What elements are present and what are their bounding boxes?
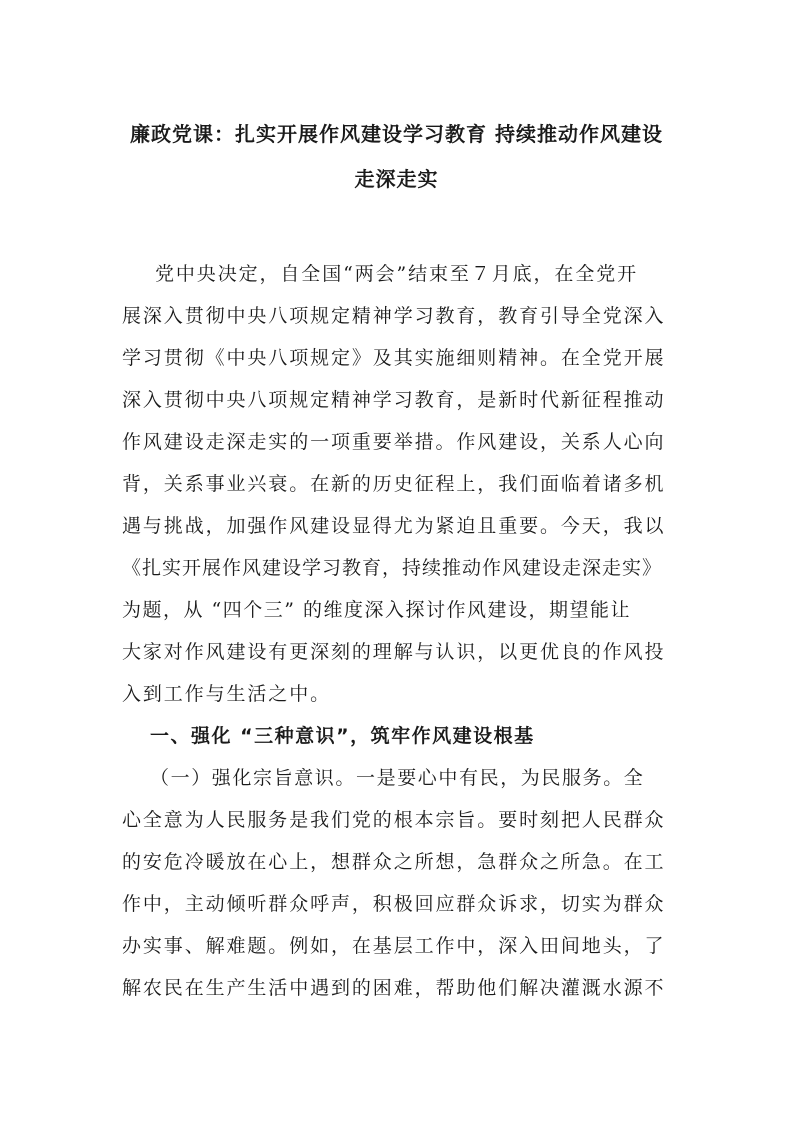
body-text-line: 心全意为人民服务是我们党的根本宗旨。要时刻把人民群众: [122, 809, 666, 831]
body-text-line: 大家对作风建设有更深刻的理解与认识，以更优良的作风投: [122, 641, 666, 663]
body-text-line: 解农民在生产生活中遇到的困难，帮助他们解决灌溉水源不: [122, 977, 666, 999]
document-title-line-2: 走深走实: [354, 167, 439, 191]
body-text-line: 党中央决定，自全国“两会”结束至７月底，在全党开: [155, 263, 639, 285]
body-text-line: 展深入贯彻中央八项规定精神学习教育，教育引导全党深入: [122, 305, 666, 327]
body-text-line: 《扎实开展作风建设学习教育，持续推动作风建设走深走实》: [122, 557, 663, 579]
body-text-line: 深入贯彻中央八项规定精神学习教育，是新时代新征程推动: [122, 389, 666, 411]
body-text-line: 入到工作与生活之中。: [122, 683, 332, 705]
document-title-line-1: 廉政党课：扎实开展作风建设学习教育 持续推动作风建设: [130, 122, 663, 146]
body-text-line: 办实事、解难题。例如，在基层工作中，深入田间地头，了: [122, 935, 666, 957]
body-text-line: 背，关系事业兴衰。在新的历史征程上，我们面临着诸多机: [122, 473, 666, 495]
body-text-line: 作中，主动倾听群众呼声，积极回应群众诉求，切实为群众: [122, 893, 666, 915]
body-text-line: 遇与挑战，加强作风建设显得尤为紧迫且重要。今天，我以: [122, 515, 666, 537]
section-heading: 一、强化 “三种意识”，筑牢作风建设根基: [150, 725, 535, 747]
body-text-line: 为题，从 “四个三” 的维度深入探讨作风建设，期望能让: [122, 599, 632, 621]
body-text-line: 作风建设走深走实的一项重要举措。作风建设，关系人心向: [122, 431, 666, 453]
body-text-line: 学习贯彻《中央八项规定》及其实施细则精神。在全党开展: [122, 347, 666, 369]
body-text-line: （一）强化宗旨意识。一是要心中有民，为民服务。全: [150, 767, 645, 789]
body-text-line: 的安危冷暖放在心上，想群众之所想，急群众之所急。在工: [122, 851, 666, 873]
